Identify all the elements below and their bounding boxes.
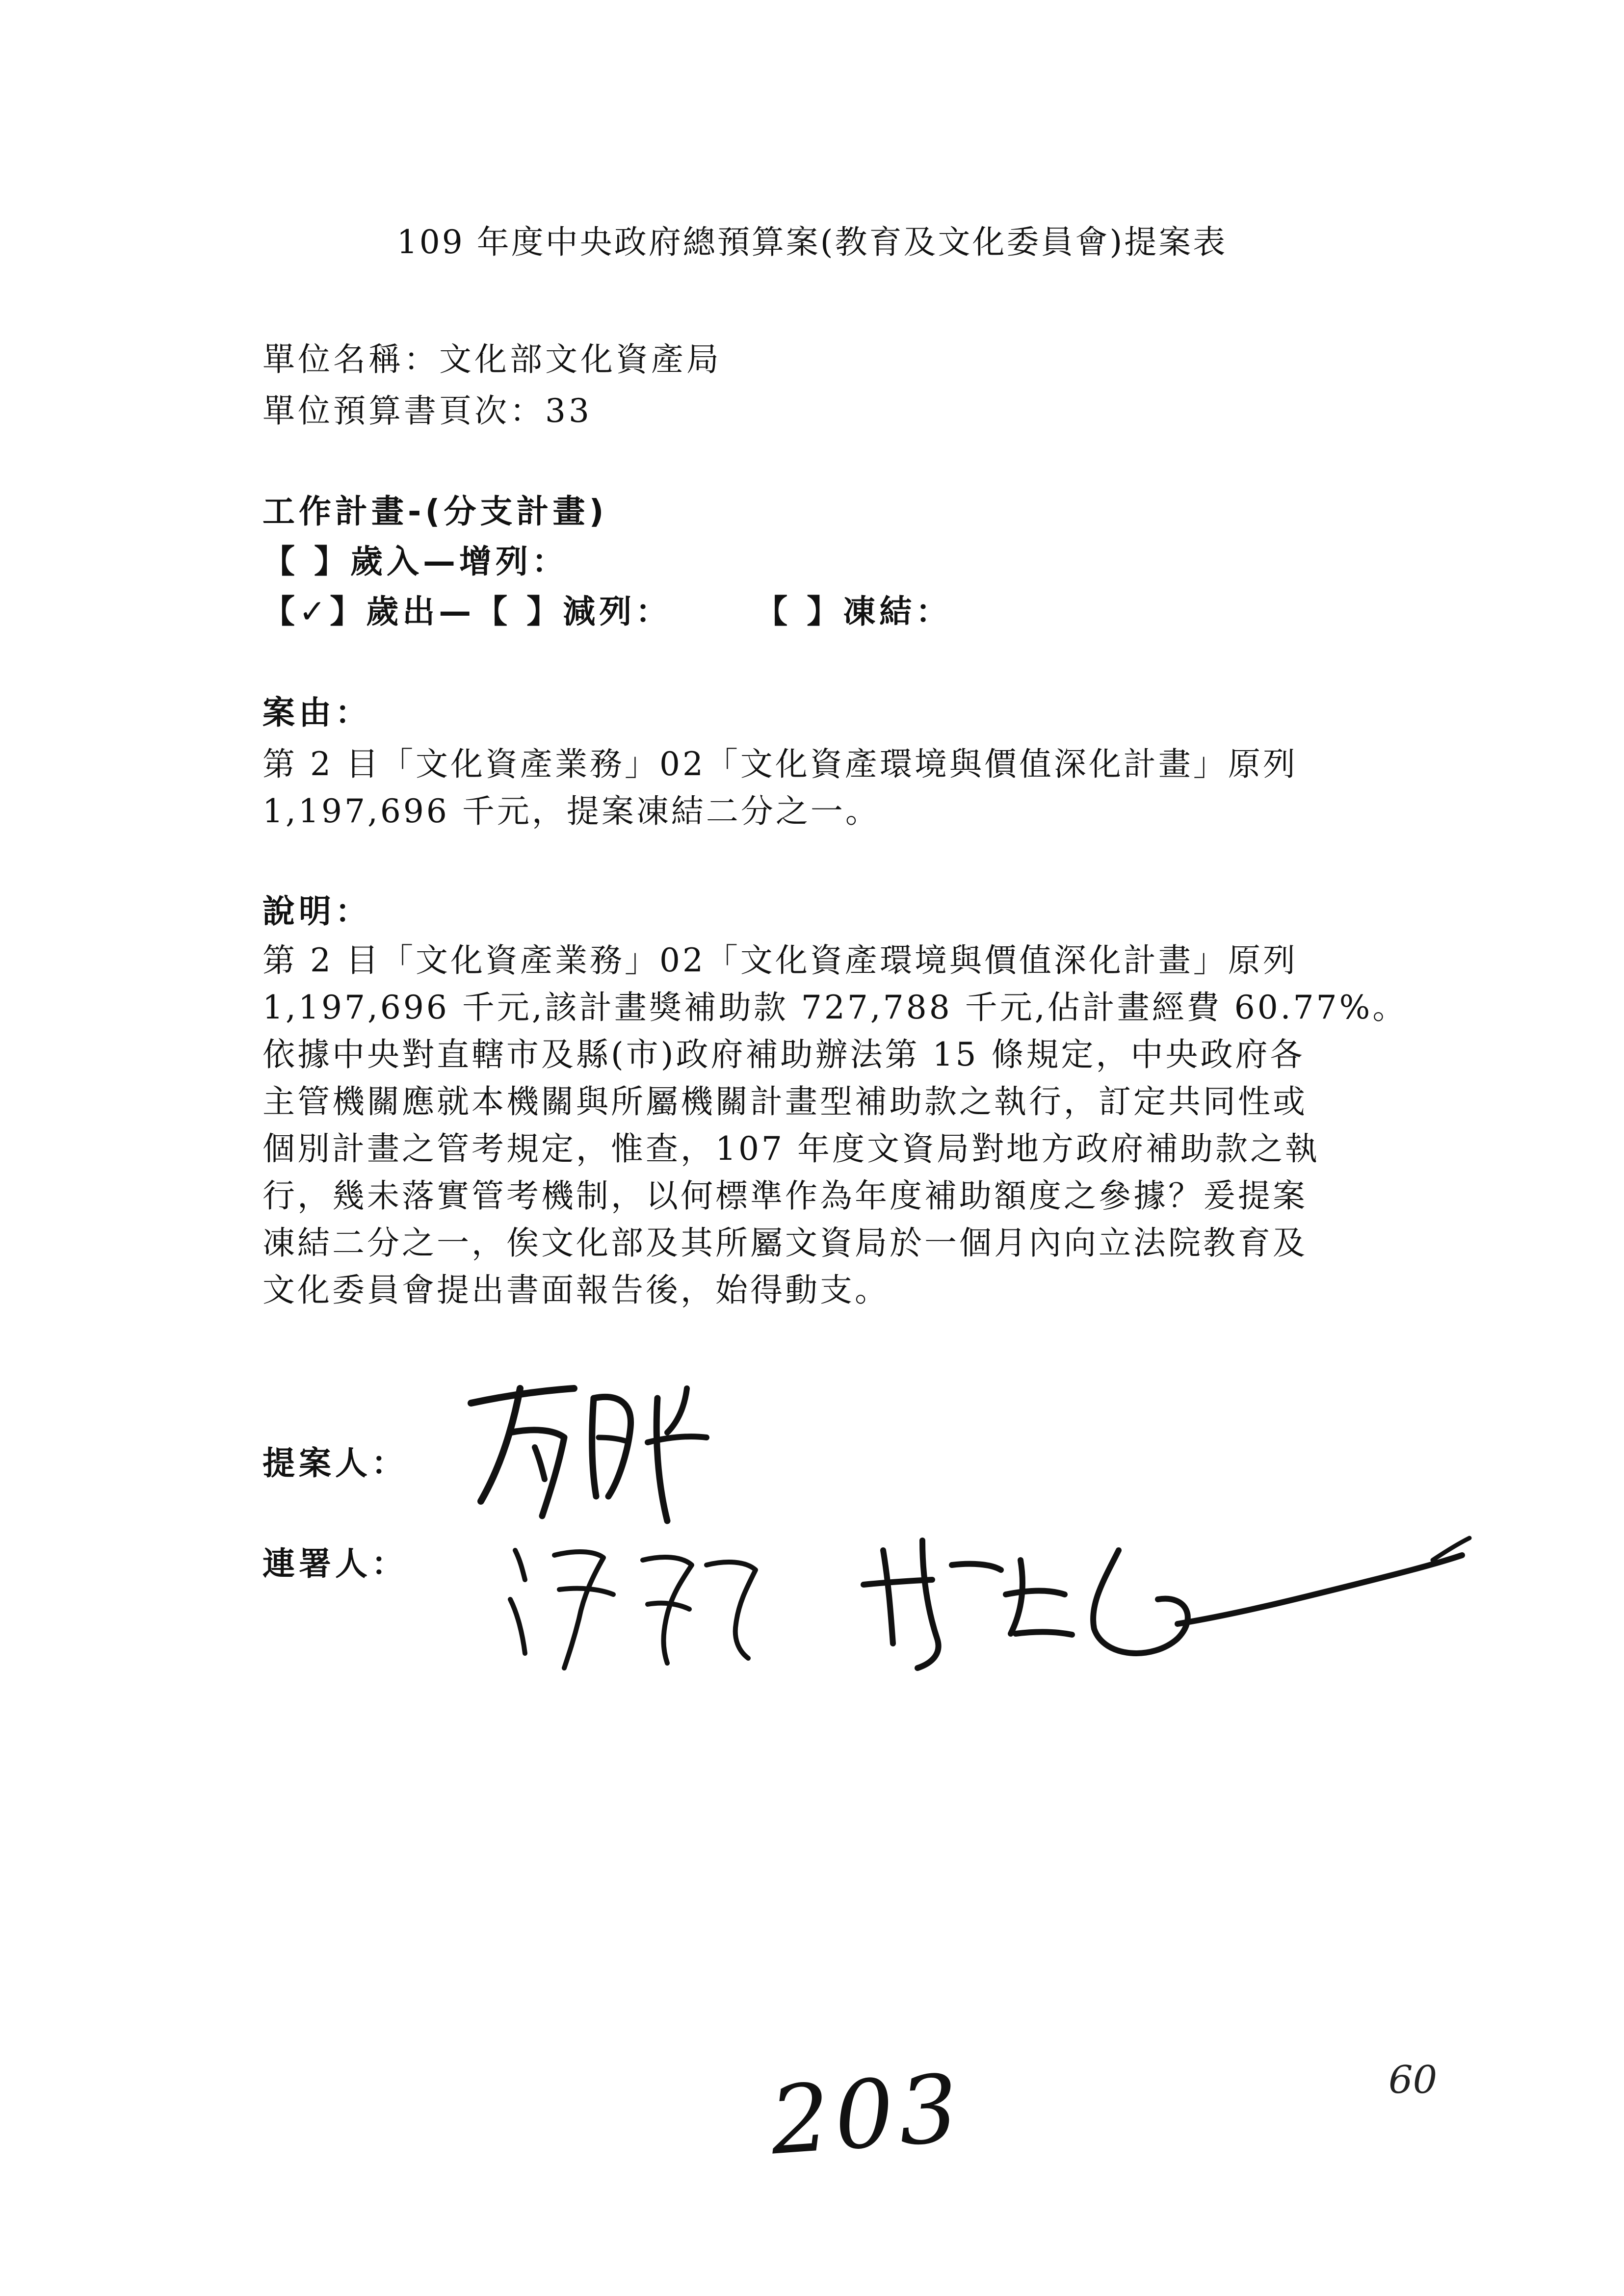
cosigner-signatures (500, 1521, 1482, 1678)
unit-name-line: 單位名稱：文化部文化資產局 (262, 340, 722, 378)
explanation-line: 主管機關應就本機關與所屬機關計畫型補助款之執行，訂定共同性或 (262, 1083, 1308, 1121)
reason-text (262, 741, 1396, 835)
expense-line: 【✓】歲出—【 】減列： (262, 593, 672, 630)
unit-page-line: 單位預算書頁次：33 (262, 392, 592, 430)
handwritten-corner-note: 60 (1388, 2058, 1438, 2102)
reason-line: 1,197,696 千元，提案凍結二分之一。 (262, 792, 880, 830)
revenue-line: 【 】歲入—增列： (262, 543, 568, 580)
freeze-line: 【 】凍結： (755, 593, 952, 630)
explanation-heading: 說明： (262, 892, 371, 930)
explanation-line: 依據中央對直轄市及縣(市)政府補助辦法第 15 條規定，中央政府各 (262, 1036, 1305, 1073)
reason-line: 第 2 目「文化資產業務」02「文化資產環境與價值深化計畫」原列 (262, 745, 1298, 783)
explanation-line: 1,197,696 千元,該計畫獎補助款 727,788 千元,佔計畫經費 60.77%。 (262, 989, 1408, 1026)
explanation-text (262, 937, 1408, 1314)
explanation-line: 行，幾未落實管考機制，以何標準作為年度補助額度之參據？爰提案 (262, 1177, 1308, 1215)
explanation-line: 文化委員會提出書面報告後，始得動支。 (262, 1271, 890, 1309)
proposer-label: 提案人： (262, 1444, 408, 1482)
document-title: 109 年度中央政府總預算案(教育及文化委員會)提案表 (396, 223, 1228, 261)
handwritten-page-number: 203 (766, 2054, 967, 2176)
explanation-line: 第 2 目「文化資產業務」02「文化資產環境與價值深化計畫」原列 (262, 941, 1298, 979)
work-plan-heading: 工作計畫-(分支計畫) (262, 493, 608, 530)
explanation-line: 個別計畫之管考規定，惟查，107 年度文資局對地方政府補助款之執 (262, 1130, 1320, 1168)
reason-heading: 案由： (262, 694, 371, 731)
cosigner-label: 連署人： (262, 1545, 408, 1583)
proposer-signature (461, 1369, 716, 1531)
expense-freeze-line (262, 593, 952, 630)
explanation-line: 凍結二分之一，俟文化部及其所屬文資局於一個月內向立法院教育及 (262, 1224, 1308, 1262)
